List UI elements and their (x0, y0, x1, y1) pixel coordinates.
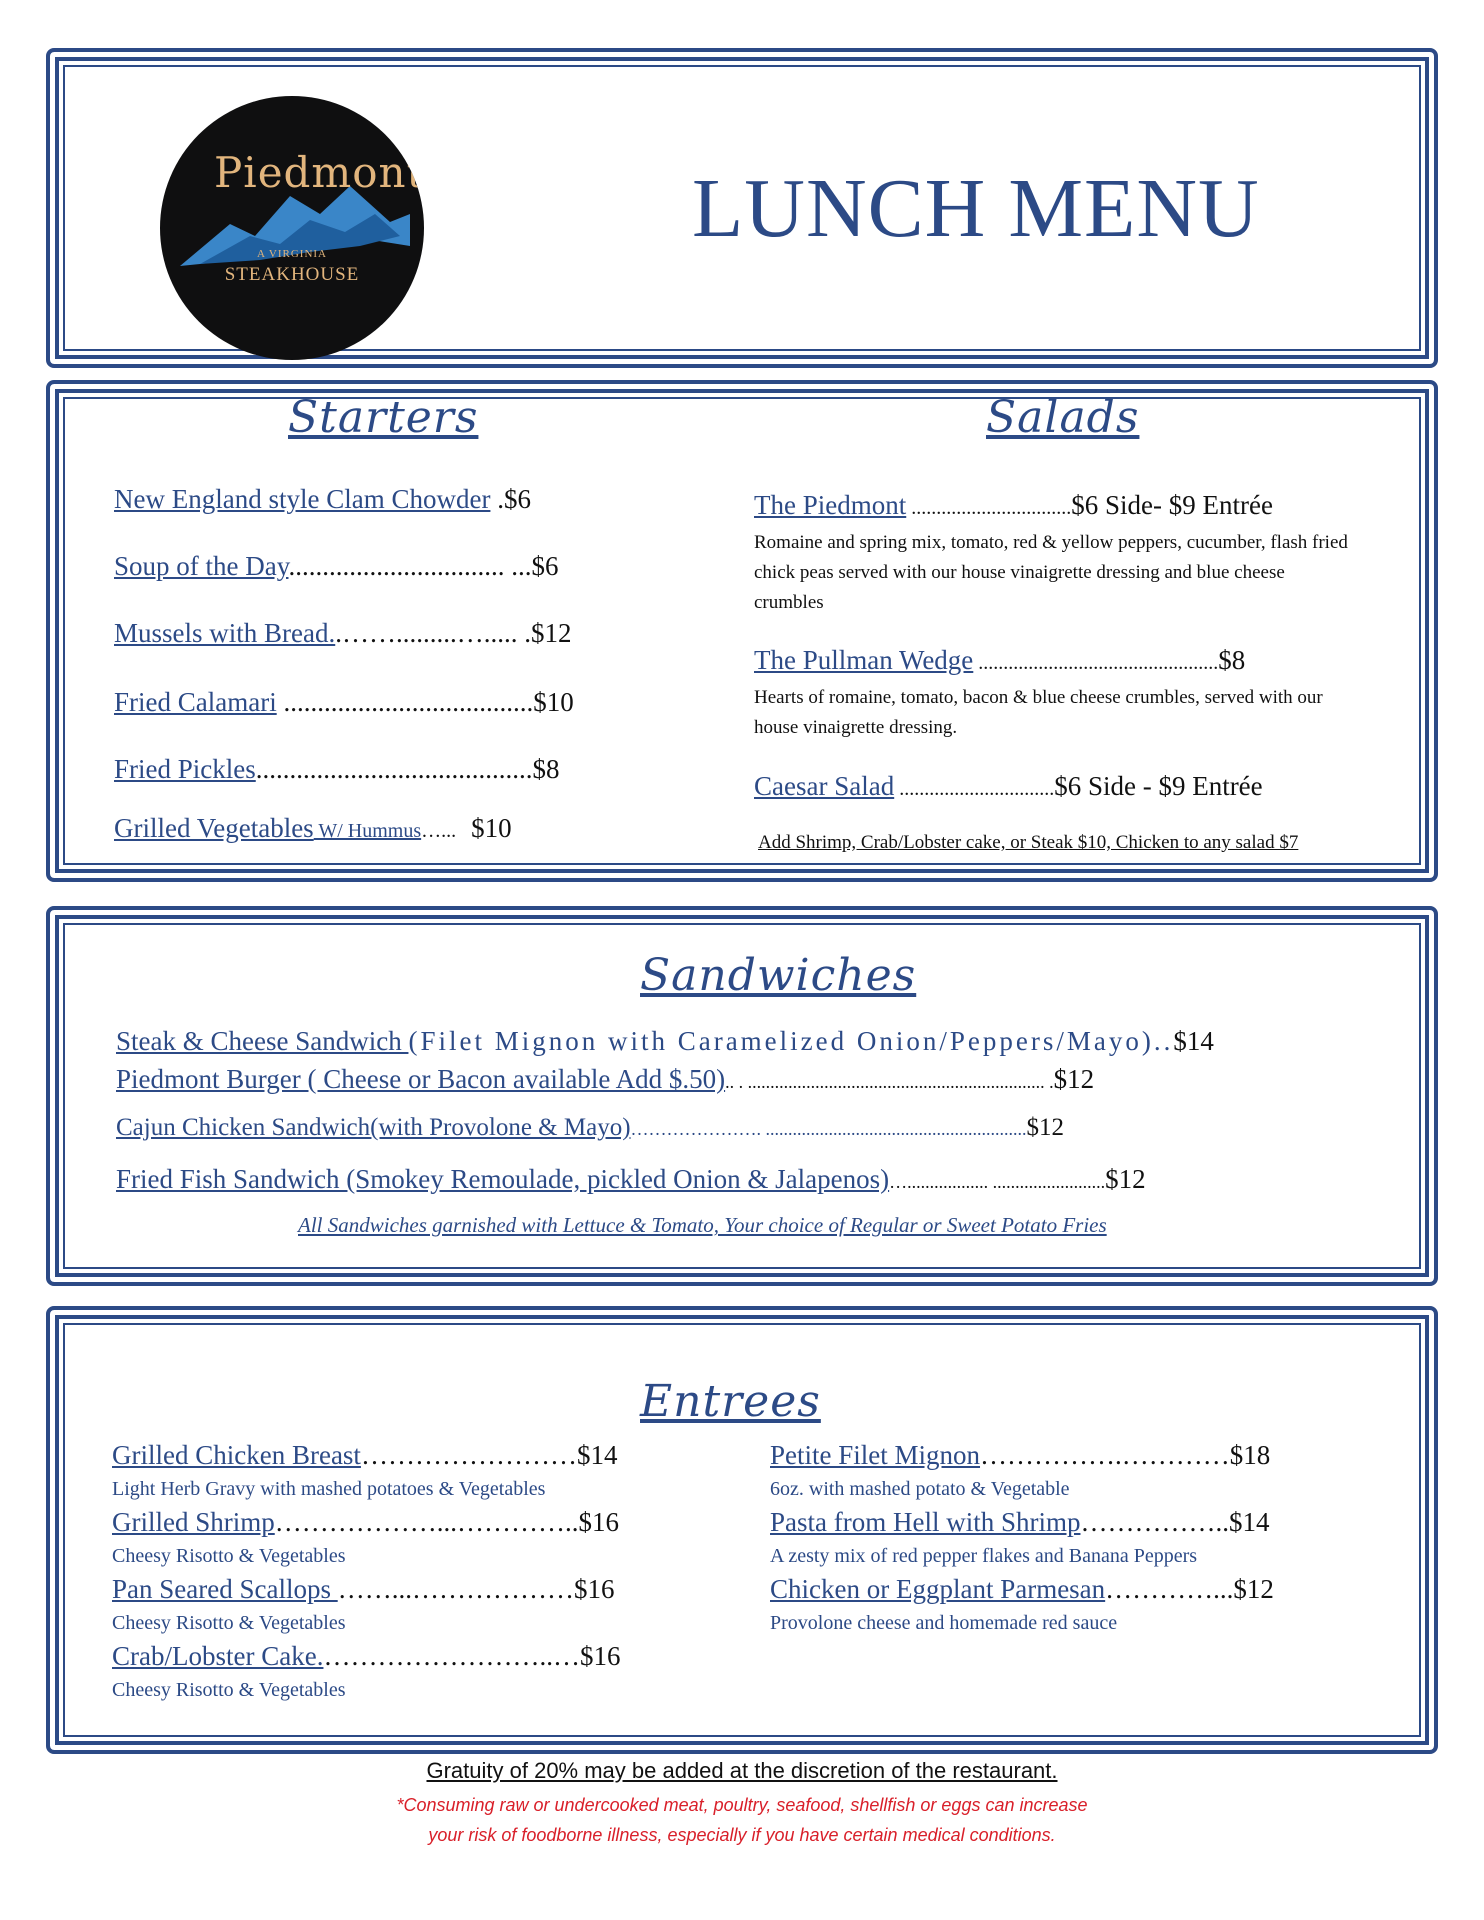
item-price: $6 Side- $9 Entrée (1071, 490, 1273, 520)
item-description: Cheesy Risotto & Vegetables (112, 1679, 346, 1701)
item-price: $14 (1228, 1507, 1270, 1537)
item-price: $12 (1026, 1114, 1065, 1141)
item-name: Petite Filet Mignon (770, 1440, 981, 1470)
item-price: $6 (531, 551, 559, 581)
item-price: $16 (578, 1507, 619, 1537)
item-dots: ................................................ (973, 652, 1219, 674)
item-description: Hearts of romaine, tomato, bacon & blue cheese crumbles, served with our house vinaigrette dressing. (754, 687, 1323, 738)
list-item (114, 618, 571, 649)
item-name: Chicken or Eggplant Parmesan (770, 1574, 1106, 1604)
logo-name: Piedmont (214, 148, 424, 197)
item-detail: (Filet Mignon with Caramelized Onion/Peppers/Mayo).. (408, 1026, 1174, 1056)
item-price: $12 (530, 618, 572, 648)
item-name: Pan Seared Scallops (112, 1574, 338, 1604)
page-title: LUNCH MENU (692, 162, 1260, 255)
item-dots: ..................................... (276, 687, 534, 717)
item-dots: ……………………..… (323, 1641, 580, 1671)
item-dots: .. . .................................................................. . (725, 1072, 1054, 1092)
item-price: $16 (573, 1574, 615, 1604)
item-description: Cheesy Risotto & Vegetables (112, 1612, 346, 1634)
item-dots: ………………...………….. (274, 1507, 579, 1537)
list-item (112, 1507, 619, 1538)
item-dots: .…….........…..... . (335, 618, 531, 648)
item-name: Piedmont Burger ( Cheese or Bacon available Add $.50) (116, 1064, 726, 1094)
item-description: A zesty mix of red pepper flakes and Banana Peppers (770, 1545, 1198, 1567)
item-dots: ................................ ... (288, 551, 532, 581)
item-description: Cheesy Risotto & Vegetables (112, 1545, 346, 1567)
item-name: Crab/Lobster Cake. (112, 1641, 324, 1671)
item-name: Fried Fish Sandwich (Smokey Remoulade, pickled Onion & Jalapenos) (116, 1164, 890, 1194)
item-dots: …... (421, 820, 472, 842)
list-item (754, 645, 1245, 676)
item-name: Soup of the Day (114, 551, 289, 581)
item-price: $12 (1233, 1574, 1274, 1604)
list-item (112, 1574, 614, 1605)
salad-addon-note: Add Shrimp, Crab/Lobster cake, or Steak $10, Chicken to any salad $7 (758, 832, 1299, 853)
item-name: Caesar Salad (754, 771, 895, 801)
item-dots: ….................. ......................... (889, 1172, 1106, 1192)
item-price: $14 (1173, 1026, 1214, 1056)
item-price: $14 (576, 1440, 618, 1470)
item-name: Fried Calamari (114, 687, 277, 717)
item-description: Romaine and spring mix, tomato, red & yellow peppers, cucumber, flash fried chick peas served with our house vinaigrette dressing and blue cheese crumbles (754, 532, 1348, 613)
item-name: New England style Clam Chowder (114, 484, 491, 514)
item-price: $6 (503, 484, 531, 514)
item-name: Mussels with Bread. (114, 618, 336, 648)
list-item (114, 484, 531, 515)
list-item (770, 1440, 1270, 1471)
item-dots: …………... (1105, 1574, 1234, 1604)
item-name: Pasta from Hell with Shrimp (770, 1507, 1081, 1537)
item-price: $10 (533, 687, 574, 717)
restaurant-logo (160, 96, 424, 360)
item-name: Fried Pickles (114, 754, 256, 784)
list-item (114, 687, 574, 718)
logo-tagline: A VIRGINIA (257, 248, 327, 260)
item-price: $10 (471, 813, 512, 843)
list-item (116, 1026, 1214, 1057)
starters-heading: Starters (288, 392, 479, 443)
list-item (770, 1574, 1274, 1605)
gratuity-note: Gratuity of 20% may be added at the discretion of the restaurant. (426, 1758, 1058, 1783)
item-price: $8 (1218, 645, 1246, 675)
item-dots: …………….………… (980, 1440, 1230, 1470)
item-dots: ................................ (906, 497, 1072, 519)
item-description: Provolone cheese and homemade red sauce (770, 1612, 1118, 1634)
list-item (116, 1114, 1064, 1142)
item-dots: …………….. (1080, 1507, 1229, 1537)
food-safety-warning (0, 1790, 1484, 1850)
item-name: Grilled Shrimp (112, 1507, 275, 1537)
warning-line-2: your risk of foodborne illness, especially if you have certain medical conditions. (428, 1825, 1056, 1845)
item-description: 6oz. with mashed potato & Vegetable (770, 1478, 1070, 1500)
list-item (112, 1641, 620, 1672)
list-item (114, 754, 560, 785)
list-item (770, 1507, 1269, 1538)
item-dots: ......................................... (255, 754, 533, 784)
item-dots: …………………… (360, 1440, 577, 1470)
item-dots: ……...……………… (337, 1574, 574, 1604)
item-price: $12 (1105, 1164, 1146, 1194)
item-name: Cajun Chicken Sandwich(with Provolone & Mayo) (116, 1114, 631, 1141)
item-price: $8 (532, 754, 560, 784)
item-dots: . (490, 484, 504, 514)
item-note: W/ Hummus (313, 820, 422, 842)
sandwich-note-text: All Sandwiches garnished with Lettuce & Tomato, Your choice of Regular or Sweet Potato Fries (298, 1213, 1107, 1237)
mountain-icon (160, 96, 424, 360)
list-item (112, 1440, 617, 1471)
entrees-heading: Entrees (640, 1376, 821, 1427)
list-item (114, 813, 512, 844)
item-name: Grilled Chicken Breast (112, 1440, 361, 1470)
warning-line-1: *Consuming raw or undercooked meat, poultry, seafood, shellfish or eggs can increase (396, 1795, 1088, 1815)
salads-heading: Salads (986, 392, 1140, 443)
item-price: $16 (579, 1641, 621, 1671)
item-price: $6 Side - $9 Entrée (1054, 771, 1263, 801)
item-name: The Piedmont (754, 490, 907, 520)
list-item (114, 551, 558, 582)
item-name: Steak & Cheese Sandwich (116, 1026, 409, 1056)
list-item (754, 771, 1263, 802)
item-name: Grilled Vegetables (114, 813, 314, 843)
item-description: Light Herb Gravy with mashed potatoes & Vegetables (112, 1478, 546, 1500)
item-dots: …………………. .......................................................... (630, 1119, 1027, 1139)
logo-subtitle: STEAKHOUSE (224, 264, 360, 285)
list-item (116, 1064, 1094, 1095)
sandwich-note (298, 1213, 1107, 1238)
item-name: The Pullman Wedge (754, 645, 974, 675)
item-price: $18 (1229, 1440, 1271, 1470)
item-price: $12 (1053, 1064, 1095, 1094)
item-dots: ............................... (894, 778, 1055, 800)
list-item (754, 490, 1273, 521)
sandwiches-heading: Sandwiches (640, 950, 917, 1001)
list-item (116, 1164, 1146, 1195)
